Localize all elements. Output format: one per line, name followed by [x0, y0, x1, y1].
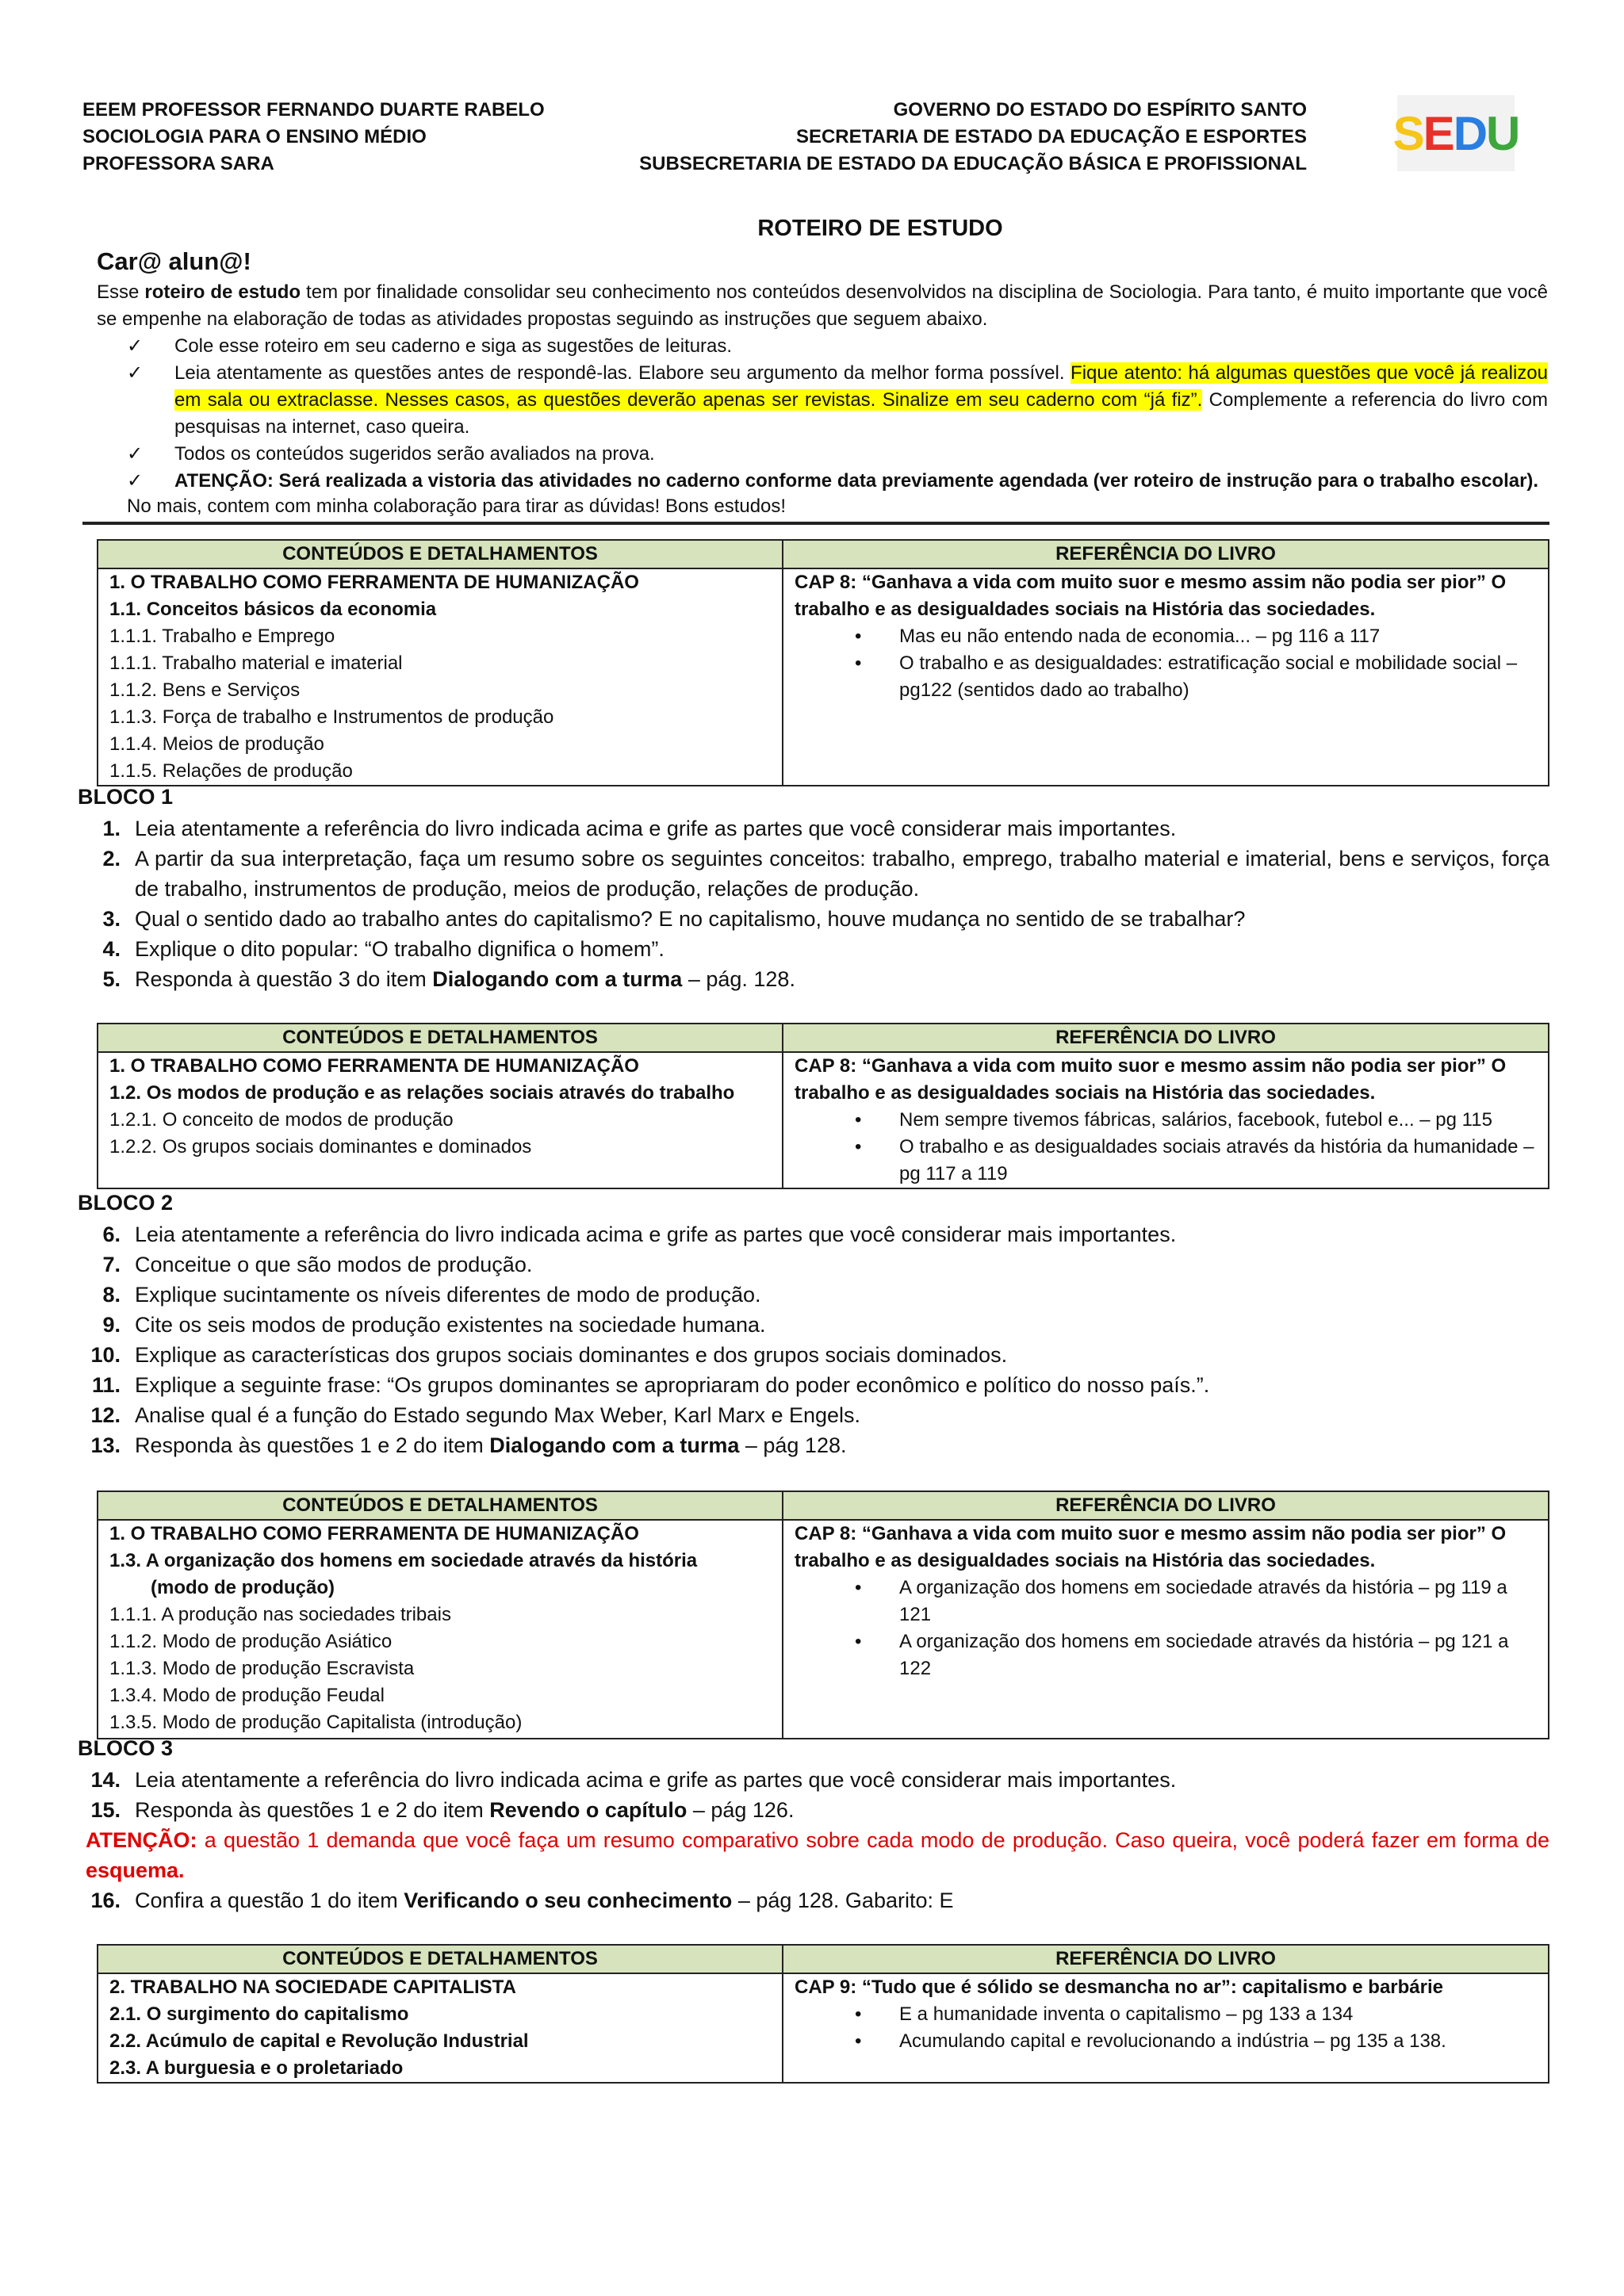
question-text: – pág 128. Gabarito: E: [732, 1888, 954, 1912]
school-name: EEEM PROFESSOR FERNANDO DUARTE RABELO: [82, 99, 545, 121]
content-line: 1.3.5. Modo de produção Capitalista (introdução): [109, 1712, 523, 1733]
content-line: 1.2. Os modos de produção e as relações sociais através do trabalho: [109, 1082, 735, 1104]
reference-item: [795, 650, 1537, 704]
question-item: [78, 1885, 1549, 1915]
intro-paragraph: [97, 279, 1548, 333]
table-header-reference: REFERÊNCIA DO LIVRO: [783, 1491, 1549, 1520]
content-line: 2.2. Acúmulo de capital e Revolução Industrial: [109, 2030, 529, 2052]
question-text: Leia atentamente a referência do livro indicada acima e grife as partes que você considerar mais importantes.: [135, 1768, 1177, 1792]
content-line: 1.1.1. Trabalho material e imaterial: [109, 652, 403, 674]
logo-letter: E: [1423, 106, 1454, 160]
bullet-icon: •: [855, 652, 862, 674]
instruction-text: Complemente a referencia do livro com pesquisas na internet, caso queira.: [174, 389, 1548, 438]
question-item: [78, 1765, 1549, 1795]
instruction-item: [127, 333, 1548, 360]
question-number: 10.: [90, 1343, 121, 1367]
question-number: 2.: [102, 847, 121, 871]
content-line: 1.2.1. O conceito de modos de produção: [109, 1109, 454, 1131]
table-header-reference: REFERÊNCIA DO LIVRO: [783, 540, 1549, 568]
subject-name: SOCIOLOGIA PARA O ENSINO MÉDIO: [82, 126, 427, 147]
content-table-4: [97, 1944, 1549, 2084]
question-item: [78, 1280, 1549, 1310]
closing-text: No mais, contem com minha colaboração para tirar as dúvidas! Bons estudos!: [127, 496, 787, 517]
content-line: 1.2.2. Os grupos sociais dominantes e dominados: [109, 1136, 532, 1158]
instruction-item: [127, 468, 1548, 495]
question-number: 8.: [102, 1283, 121, 1307]
reference-item: [795, 623, 1537, 650]
block-2-label: BLOCO 2: [78, 1191, 174, 1215]
question-text: Explique sucintamente os níveis diferentes de modo de produção.: [135, 1283, 761, 1307]
attention-label: ATENÇÃO:: [86, 1828, 197, 1852]
reference-text: Acumulando capital e revolucionando a indústria – pg 135 a 138.: [899, 2030, 1446, 2052]
block-2-questions: [78, 1219, 1549, 1460]
question-text: – pág 128.: [739, 1433, 847, 1457]
question-number: 5.: [102, 967, 121, 991]
instruction-item: [127, 441, 1548, 468]
question-number: 1.: [102, 817, 121, 840]
block-3-label: BLOCO 3: [78, 1736, 174, 1760]
question-item: [78, 1370, 1549, 1400]
block-3-questions-b: [78, 1885, 1549, 1915]
secretariat-line: SECRETARIA DE ESTADO DA EDUCAÇÃO E ESPORTES: [795, 126, 1307, 147]
chapter-reference: CAP 9: “Tudo que é sólido se desmancha no ar”: capitalismo e barbárie: [795, 1976, 1443, 1998]
question-item: [78, 904, 1549, 934]
instruction-item: [127, 360, 1548, 441]
table-header-reference: REFERÊNCIA DO LIVRO: [783, 1024, 1549, 1052]
check-icon: ✓: [127, 470, 144, 492]
content-line: 1.1.1. A produção nas sociedades tribais: [109, 1604, 451, 1625]
question-bold: Dialogando com a turma: [432, 967, 683, 991]
bullet-icon: •: [855, 2003, 862, 2025]
question-text: Explique a seguinte frase: “Os grupos dominantes se apropriaram do poder econômico e político do nosso país.”.: [135, 1373, 1210, 1397]
contents-cell: [98, 1052, 783, 1188]
content-line: 1.1.4. Meios de produção: [109, 733, 324, 755]
content-line: 1.1. Conceitos básicos da economia: [109, 599, 437, 620]
reference-text: Mas eu não entendo nada de economia... – pg 116 a 117: [899, 626, 1381, 647]
question-bold: Revendo o capítulo: [489, 1798, 688, 1822]
content-table-1: [97, 539, 1549, 786]
question-item: [78, 1219, 1549, 1249]
bullet-icon: •: [855, 1109, 862, 1131]
chapter-reference: CAP 8: “Ganhava a vida com muito suor e mesmo assim não podia ser pior” O trabalho e as desigualdades sociais na História das sociedades.: [795, 1055, 1507, 1104]
government-line: GOVERNO DO ESTADO DO ESPÍRITO SANTO: [893, 99, 1307, 121]
question-item: [78, 964, 1549, 994]
question-number: 6.: [102, 1223, 121, 1246]
table-header-contents: CONTEÚDOS E DETALHAMENTOS: [98, 540, 783, 568]
question-number: 13.: [90, 1433, 121, 1457]
content-line: 1.3. A organização dos homens em sociedade através da história: [109, 1550, 698, 1571]
content-line: 1. O TRABALHO COMO FERRAMENTA DE HUMANIZAÇÃO: [109, 572, 639, 593]
chapter-reference: CAP 8: “Ganhava a vida com muito suor e mesmo assim não podia ser pior” O trabalho e as desigualdades sociais na História das sociedades.: [795, 1523, 1507, 1571]
reference-item: [795, 1134, 1537, 1188]
instruction-text: Todos os conteúdos sugeridos serão avaliados na prova.: [174, 443, 655, 465]
question-number: 15.: [90, 1798, 121, 1822]
reference-item: [795, 1628, 1537, 1682]
school-header: [82, 97, 545, 178]
logo-letter: D: [1453, 106, 1487, 160]
content-line: 1.1.2. Bens e Serviços: [109, 679, 301, 701]
reference-cell: [783, 1520, 1549, 1739]
question-item: [78, 1430, 1549, 1460]
logo-letter: U: [1486, 106, 1519, 160]
question-item: [78, 1340, 1549, 1370]
question-text: Explique o dito popular: “O trabalho dignifica o homem”.: [135, 937, 665, 961]
check-icon: ✓: [127, 335, 144, 357]
reference-item: [795, 1575, 1537, 1628]
content-line: 1. O TRABALHO COMO FERRAMENTA DE HUMANIZAÇÃO: [109, 1055, 639, 1077]
divider: [82, 522, 1549, 525]
attention-bold: esquema.: [86, 1858, 185, 1882]
question-text: A partir da sua interpretação, faça um resumo sobre os seguintes conceitos: trabalho, emprego, trabalho material e imaterial, bens e serviços, força de trabalho, instrumentos de produção, meios de produção, relações de produção.: [135, 847, 1549, 901]
bullet-icon: •: [855, 1136, 862, 1158]
question-text: Responda às questões 1 e 2 do item: [135, 1433, 490, 1457]
question-text: Confira a questão 1 do item: [135, 1888, 404, 1912]
question-item: [78, 934, 1549, 964]
question-number: 11.: [91, 1373, 121, 1397]
table-header-contents: CONTEÚDOS E DETALHAMENTOS: [98, 1945, 783, 1973]
question-text: Explique as características dos grupos sociais dominantes e dos grupos sociais dominados.: [135, 1343, 1008, 1367]
reference-text: A organização dos homens em sociedade através da história – pg 121 a 122: [899, 1631, 1509, 1679]
content-line: 1.1.2. Modo de produção Asiático: [109, 1631, 393, 1652]
content-line: 1. O TRABALHO COMO FERRAMENTA DE HUMANIZAÇÃO: [109, 1523, 639, 1544]
bullet-icon: •: [855, 2030, 862, 2052]
bullet-icon: •: [855, 626, 862, 647]
question-number: 3.: [102, 907, 121, 931]
reference-text: O trabalho e as desigualdades sociais através da história da humanidade – pg 117 a 119: [899, 1136, 1534, 1184]
reference-cell: [783, 1052, 1549, 1188]
content-line: 1.3.4. Modo de produção Feudal: [109, 1685, 385, 1706]
subsecretariat-line: SUBSECRETARIA DE ESTADO DA EDUCAÇÃO BÁSICA E PROFISSIONAL: [639, 153, 1307, 174]
question-number: 4.: [102, 937, 121, 961]
question-bold: Verificando o seu conhecimento: [404, 1888, 733, 1912]
reference-item: [795, 2028, 1537, 2055]
reference-cell: [783, 1973, 1549, 2083]
question-number: 14.: [90, 1768, 121, 1792]
reference-cell: [783, 568, 1549, 786]
attention-text: a questão 1 demanda que você faça um resumo comparativo sobre cada modo de produção. Caso queira, você poderá fazer em forma de: [197, 1828, 1549, 1852]
question-item: [78, 1400, 1549, 1430]
reference-item: [795, 2001, 1537, 2028]
question-text: Leia atentamente a referência do livro indicada acima e grife as partes que você considerar mais importantes.: [135, 1223, 1177, 1246]
intro-text: Esse: [97, 281, 145, 303]
block-1-questions: [78, 813, 1549, 994]
intro-bold: roteiro de estudo: [144, 281, 301, 303]
content-line: 1.1.1. Trabalho e Emprego: [109, 626, 335, 647]
question-item: [78, 813, 1549, 844]
question-text: Cite os seis modos de produção existentes na sociedade humana.: [135, 1313, 766, 1337]
block-3-questions-a: [78, 1765, 1549, 1825]
question-item: [78, 1249, 1549, 1280]
check-icon: ✓: [127, 362, 144, 384]
content-line: 1.1.3. Força de trabalho e Instrumentos de produção: [109, 706, 554, 728]
attention-note: [86, 1825, 1549, 1885]
block-1-label: BLOCO 1: [78, 785, 174, 809]
content-table-2: [97, 1023, 1549, 1189]
question-text: – pág 126.: [687, 1798, 795, 1822]
chapter-reference: CAP 8: “Ganhava a vida com muito suor e mesmo assim não podia ser pior” O trabalho e as desigualdades sociais na História das sociedades.: [795, 572, 1507, 620]
question-number: 12.: [90, 1403, 121, 1427]
question-text: Responda às questões 1 e 2 do item: [135, 1798, 490, 1822]
question-text: Qual o sentido dado ao trabalho antes do capitalismo? E no capitalismo, houve mudança no sentido de se trabalhar?: [135, 907, 1246, 931]
content-line: (modo de produção): [151, 1577, 335, 1598]
question-text: Responda à questão 3 do item: [135, 967, 433, 991]
intro-text: tem por finalidade consolidar seu conhecimento nos conteúdos desenvolvidos na disciplina de Sociologia. Para tanto, é muito importante que você se empenhe na elaboração de todas as atividades propostas seguindo as instruções que seguem abaixo.: [97, 281, 1548, 330]
question-item: [78, 1795, 1549, 1825]
reference-text: O trabalho e as desigualdades: estratificação social e mobilidade social – pg122 (sentidos dado ao trabalho): [899, 652, 1518, 701]
question-number: 7.: [102, 1253, 121, 1276]
content-line: 2. TRABALHO NA SOCIEDADE CAPITALISTA: [109, 1976, 516, 1998]
question-bold: Dialogando com a turma: [489, 1433, 740, 1457]
question-text: Analise qual é a função do Estado segundo Max Weber, Karl Marx e Engels.: [135, 1403, 861, 1427]
instruction-text: Leia atentamente as questões antes de respondê-las. Elabore seu argumento da melhor forma possível.: [174, 362, 1071, 384]
question-number: 9.: [102, 1313, 121, 1337]
contents-cell: [98, 1520, 783, 1739]
bullet-icon: •: [855, 1631, 862, 1652]
instructions-list: [127, 333, 1548, 495]
content-line: 1.1.3. Modo de produção Escravista: [109, 1658, 415, 1679]
reference-text: Nem sempre tivemos fábricas, salários, facebook, futebol e... – pg 115: [899, 1109, 1492, 1131]
logo-letter: S: [1392, 106, 1423, 160]
instruction-text: ATENÇÃO: Será realizada a vistoria das atividades no caderno conforme data previamente agendada (ver roteiro de instrução para o trabalho escolar).: [174, 470, 1539, 492]
question-text: Leia atentamente a referência do livro indicada acima e grife as partes que você considerar mais importantes.: [135, 817, 1177, 840]
content-line: 2.3. A burguesia e o proletariado: [109, 2057, 404, 2079]
question-text: – pág. 128.: [682, 967, 795, 991]
highlighted-text: Fique atento: há algumas questões que você já realizou em sala ou extraclasse. Nesses casos, as questões deverão apenas ser revistas. Sinalize em seu caderno com “já fiz”.: [174, 362, 1548, 411]
content-line: 2.1. O surgimento do capitalismo: [109, 2003, 409, 2025]
reference-text: E a humanidade inventa o capitalismo – pg 133 a 134: [899, 2003, 1354, 2025]
contents-cell: [98, 1973, 783, 2083]
document-title: ROTEIRO DE ESTUDO: [757, 216, 1003, 241]
question-item: [78, 844, 1549, 904]
instruction-text: Cole esse roteiro em seu caderno e siga as sugestões de leituras.: [174, 335, 733, 357]
table-header-contents: CONTEÚDOS E DETALHAMENTOS: [98, 1024, 783, 1052]
government-header: [639, 97, 1307, 178]
question-item: [78, 1310, 1549, 1340]
reference-text: A organização dos homens em sociedade através da história – pg 119 a 121: [899, 1577, 1507, 1625]
table-header-reference: REFERÊNCIA DO LIVRO: [783, 1945, 1549, 1973]
question-text: Conceitue o que são modos de produção.: [135, 1253, 533, 1276]
contents-cell: [98, 568, 783, 786]
check-icon: ✓: [127, 443, 144, 465]
reference-item: [795, 1107, 1537, 1134]
content-line: 1.1.5. Relações de produção: [109, 760, 353, 782]
content-table-3: [97, 1490, 1549, 1739]
teacher-name: PROFESSORA SARA: [82, 153, 274, 174]
sedu-logo: [1392, 95, 1519, 171]
table-header-contents: CONTEÚDOS E DETALHAMENTOS: [98, 1491, 783, 1520]
bullet-icon: •: [855, 1577, 862, 1598]
question-number: 16.: [90, 1888, 121, 1912]
greeting: Car@ alun@!: [97, 247, 251, 275]
